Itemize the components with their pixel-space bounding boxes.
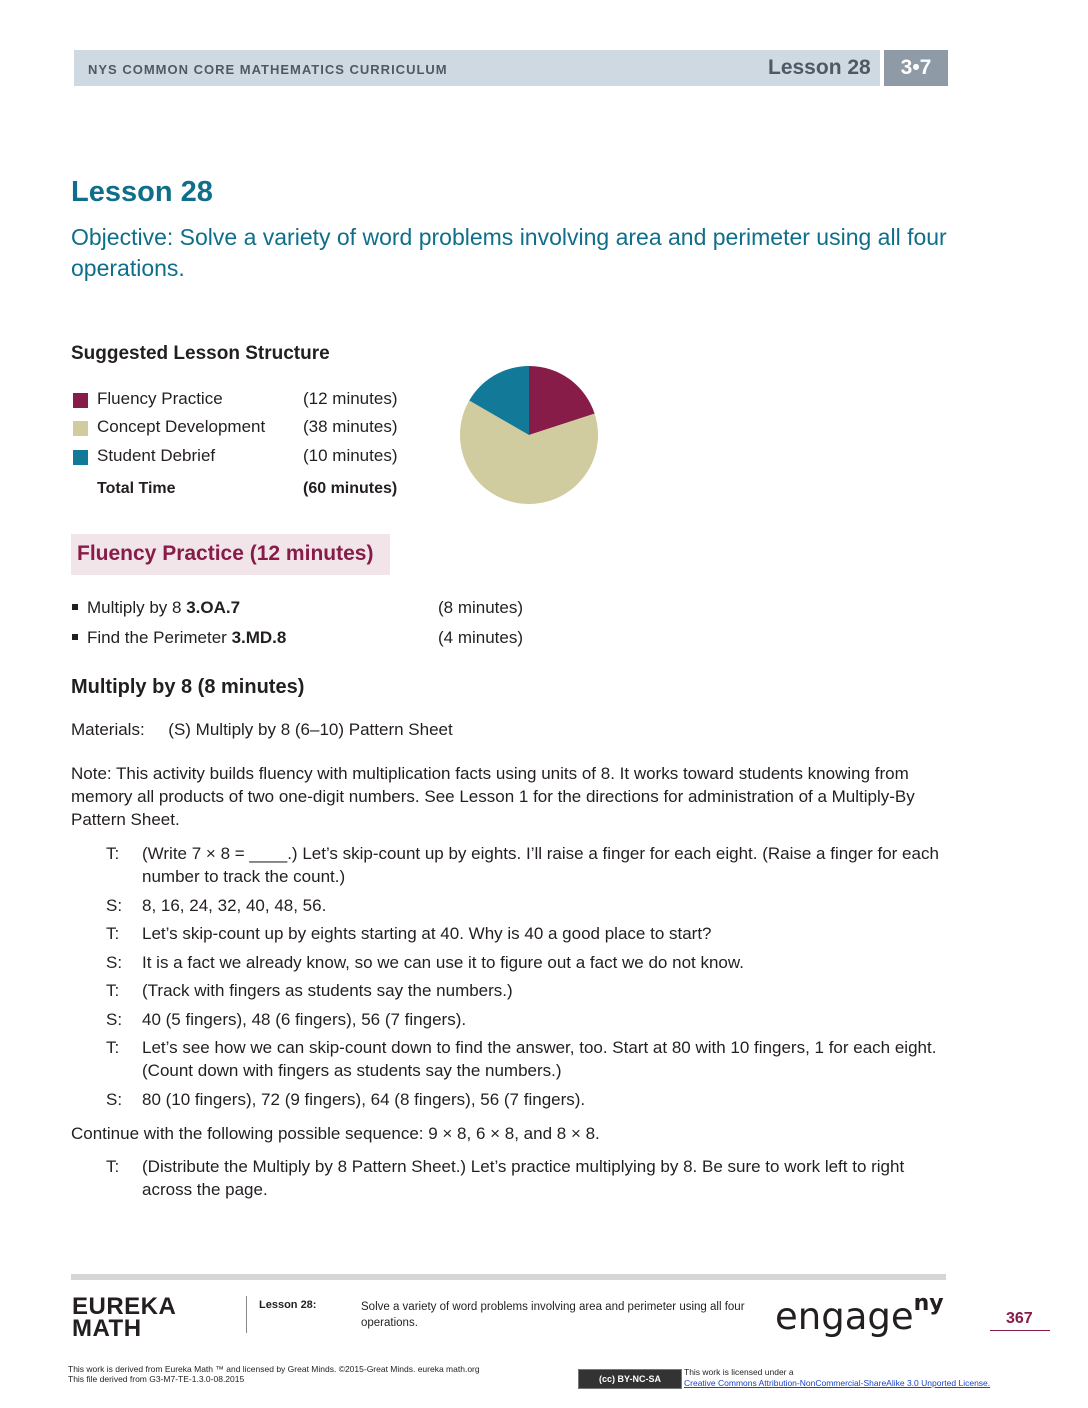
legend-minutes: (12 minutes)	[303, 389, 398, 408]
legend-label: Student Debrief	[97, 446, 216, 465]
bullet-minutes: (4 minutes)	[438, 628, 524, 647]
dialogue-text: It is a fact we already know, so we can use it to figure out a fact we do not know.	[142, 953, 744, 972]
derivation-line: This work is derived from Eureka Math ™ and licensed by Great Minds. ©2015-Great Minds. eureka math.org	[68, 1364, 480, 1374]
speaker: T:	[106, 844, 120, 863]
bullet-text: Find the Perimeter	[87, 628, 232, 647]
page-number-underline	[990, 1330, 1050, 1331]
curriculum-name: NYS COMMON CORE MATHEMATICS CURRICULUM	[88, 62, 448, 77]
engageny-logo	[775, 1290, 944, 1338]
structure-heading: Suggested Lesson Structure	[71, 343, 330, 364]
speaker: S:	[106, 953, 123, 972]
dialogue-text: (Write 7 × 8 = ____.) Let’s skip-count up by eights. I’ll raise a finger for each eight. (Raise a finger for each number to track the count.)	[142, 844, 939, 886]
dialogue-text: 8, 16, 24, 32, 40, 48, 56.	[142, 896, 327, 915]
speaker: S:	[106, 1090, 123, 1109]
cc-text: BY-NC-SA	[617, 1374, 662, 1384]
cc-icon: (cc)	[598, 1374, 618, 1384]
legend-minutes: (10 minutes)	[303, 446, 398, 465]
continue-paragraph: Continue with the following possible sequence: 9 × 8, 6 × 8, and 8 × 8.	[71, 1124, 600, 1143]
logo-line: EUREKA	[72, 1293, 177, 1320]
total-minutes: (60 minutes)	[303, 480, 398, 497]
bullet-minutes: (8 minutes)	[438, 598, 524, 617]
standard-code: 3.OA.7	[186, 598, 241, 617]
eureka-math-logo	[72, 1293, 177, 1342]
legend-label: Concept Development	[97, 417, 266, 436]
speaker: T:	[106, 924, 120, 943]
dialogue-text: Let’s skip-count up by eights starting at 40. Why is 40 a good place to start?	[142, 924, 712, 943]
speaker: S:	[106, 1010, 123, 1029]
debrief-swatch	[73, 450, 88, 465]
speaker: T:	[106, 981, 120, 1000]
derivation-notice	[68, 1364, 480, 1384]
fluency-bullet	[72, 598, 240, 618]
fluency-heading: Fluency Practice (12 minutes)	[77, 542, 374, 565]
fluency-bullet	[72, 628, 286, 648]
total-label: Total Time	[97, 480, 176, 497]
materials: Materials: (S) Multiply by 8 (6–10) Pattern Sheet	[71, 720, 453, 739]
derivation-line: This file derived from G3-M7-TE-1.3.0-08.2015	[68, 1374, 245, 1384]
speaker: T:	[106, 1038, 120, 1057]
bullet-text: Multiply by 8	[87, 598, 187, 617]
logo-text: engage	[775, 1295, 914, 1338]
fluency-swatch	[73, 393, 88, 408]
dialogue-text: Let’s see how we can skip-count down to find the answer, too. Start at 80 with 10 fingers, 1 for each eight. (Count down with fingers as students say the numbers.)	[142, 1038, 937, 1080]
concept-swatch	[73, 421, 88, 436]
header-lesson: Lesson 28	[768, 56, 871, 79]
speaker: S:	[106, 896, 123, 915]
footer-separator	[246, 1296, 247, 1333]
dialogue-text: (Distribute the Multiply by 8 Pattern Sheet.) Let’s practice multiplying by 8. Be sure to work left to right across the page.	[142, 1157, 905, 1199]
legend-label: Fluency Practice	[97, 389, 223, 408]
objective: Objective: Solve a variety of word problems involving area and perimeter using all four operations.	[71, 224, 947, 281]
footer-lesson-label: Lesson 28:	[259, 1299, 317, 1311]
page-title: Lesson 28	[71, 176, 213, 208]
grade-module-badge: 3•7	[884, 50, 948, 86]
footer-lesson-description: Solve a variety of word problems involving area and perimeter using all four operations.	[361, 1301, 745, 1329]
footer-divider	[71, 1274, 946, 1280]
standard-code: 3.MD.8	[231, 628, 287, 647]
license-notice	[684, 1367, 990, 1389]
section-heading: Multiply by 8 (8 minutes)	[71, 676, 305, 698]
license-link[interactable]: Creative Commons Attribution-NonCommercial-ShareAlike 3.0 Unported License.	[684, 1378, 991, 1388]
dialogue-text: 40 (5 fingers), 48 (6 fingers), 56 (7 fingers).	[142, 1010, 467, 1029]
legend-minutes: (38 minutes)	[303, 417, 398, 436]
bullet-icon	[72, 604, 78, 610]
lesson-structure-pie-chart	[458, 364, 600, 506]
bullet-icon	[72, 634, 78, 640]
logo-line: MATH	[72, 1315, 142, 1342]
page-number: 367	[1006, 1310, 1033, 1327]
license-line: This work is licensed under a	[684, 1367, 794, 1377]
dialogue-text: (Track with fingers as students say the numbers.)	[142, 981, 513, 1000]
dialogue-text: 80 (10 fingers), 72 (9 fingers), 64 (8 fingers), 56 (7 fingers).	[142, 1090, 586, 1109]
speaker: T:	[106, 1157, 120, 1176]
logo-sup: ny	[913, 1290, 944, 1316]
cc-license-badge	[578, 1369, 682, 1389]
note-paragraph: Note: This activity builds fluency with multiplication facts using units of 8. It works toward students knowing from memory all products of two one-digit numbers. See Lesson 1 for the directions for administration of a Multiply-By Pattern Sheet.	[71, 764, 915, 829]
